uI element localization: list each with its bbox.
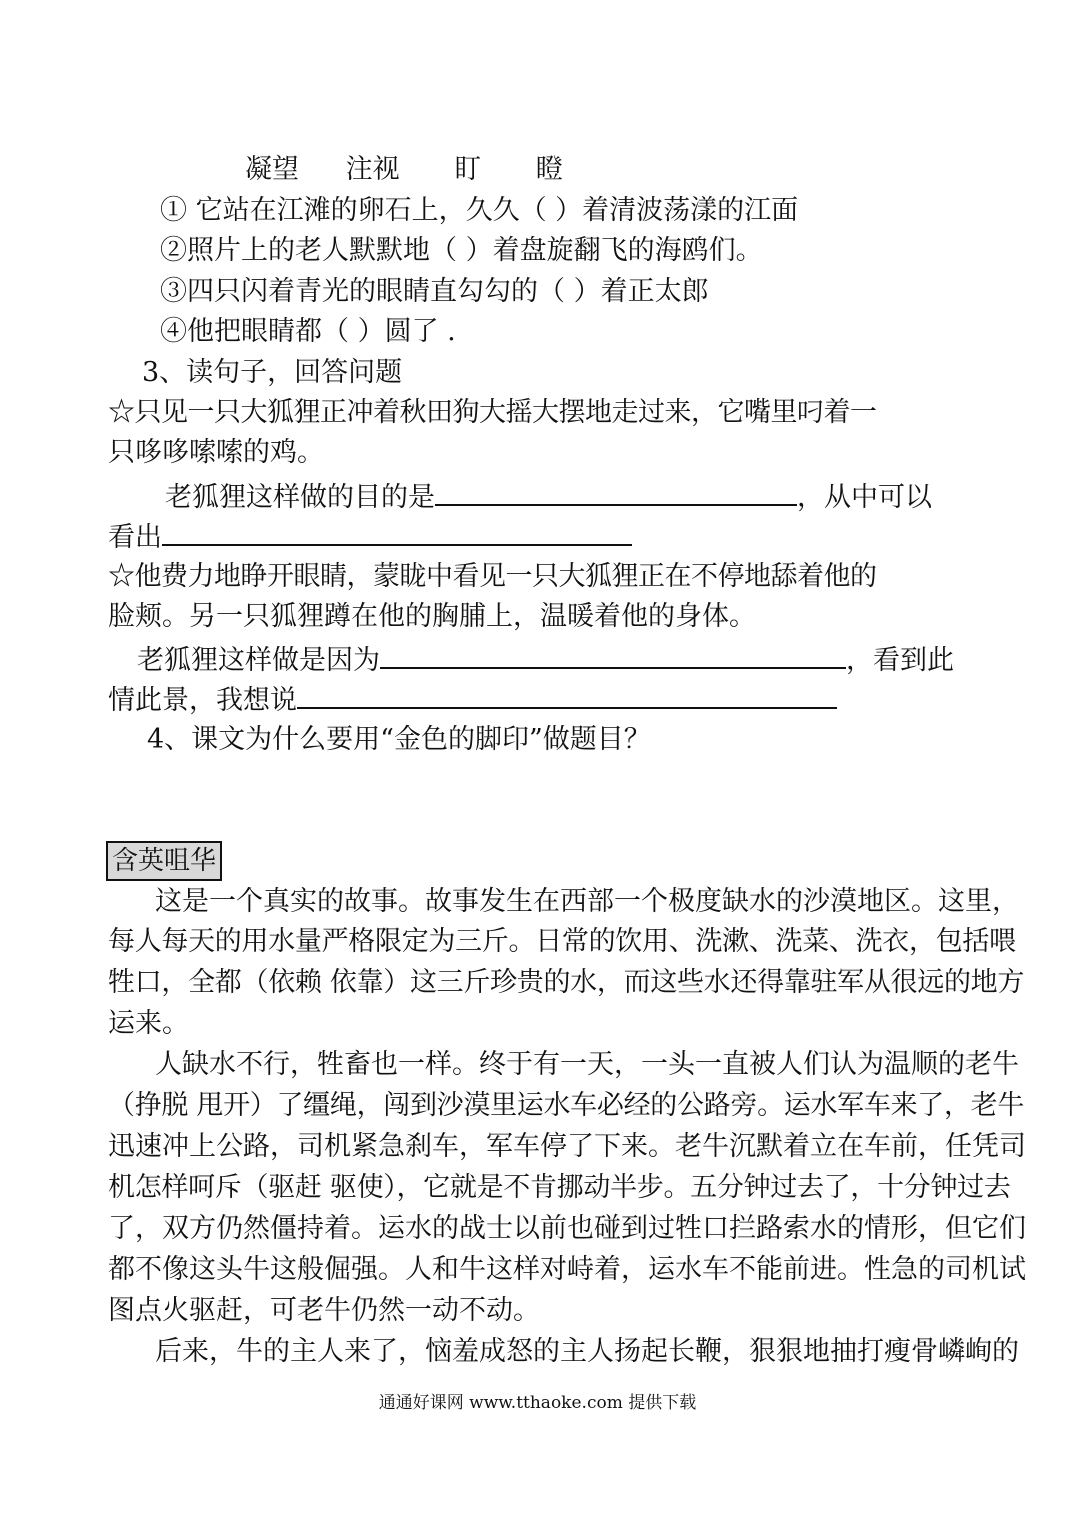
sentence-2-line-1: ☆他费力地睁开眼睛，蒙眬中看见一只大狐狸正在不停地舔着他的: [108, 561, 877, 592]
sentence-2-line-2: 脸颊。另一只狐狸蹲在他的胸脯上，温暖着他的身体。: [108, 601, 756, 632]
answer-2-suffix: ，看到此: [846, 645, 954, 676]
question-4: 4、课文为什么要用“金色的脚印”做题目？: [147, 724, 651, 755]
sentence-1-line-2: 只哆哆嗦嗦的鸡。: [108, 437, 324, 468]
story-line-6: （挣脱 甩开）了缰绳，闯到沙漠里运水车必经的公路旁。运水军车来了，老牛: [108, 1090, 1025, 1121]
story-line-11: 图点火驱赶，可老牛仍然一动不动。: [108, 1295, 540, 1326]
word-bank: [245, 150, 563, 190]
answer-2-prompt: 老狐狸这样做是因为: [137, 645, 380, 676]
story-line-5: 人缺水不行，牲畜也一样。终于有一天，一头一直被人们认为温顺的老牛: [155, 1049, 1019, 1080]
answer-2b-prompt: 情此景，我想说: [108, 685, 297, 716]
answer-1-blank[interactable]: [435, 476, 797, 506]
story-line-3: 牲口，全都（依赖 依靠）这三斤珍贵的水，而这些水还得靠驻军从很远的地方: [108, 967, 1025, 998]
fill-item-4: ④他把眼睛都（ ）圆了 .: [160, 316, 456, 347]
fill-item-3: ③四只闪着青光的眼睛直勾勾的（ ）着正太郎: [160, 276, 709, 307]
answer-1-line-2: [108, 516, 632, 556]
answer-1b-prompt: 看出: [108, 522, 162, 553]
section-title: 含英咀华: [106, 841, 222, 881]
answer-1-line-1: [165, 476, 932, 516]
answer-2-blank[interactable]: [380, 639, 846, 669]
word-1: 凝望: [245, 154, 299, 185]
story-line-9: 了，双方仍然僵持着。运水的战士以前也碰到过牲口拦路索水的情形，但它们: [108, 1213, 1026, 1244]
answer-1b-blank[interactable]: [162, 516, 632, 546]
story-line-4: 运来。: [108, 1008, 189, 1039]
word-2: 注视: [345, 154, 400, 185]
answer-1-suffix: ，从中可以: [797, 482, 932, 513]
fill-item-1: ① 它站在江滩的卵石上，久久（ ）着清波荡漾的江面: [160, 195, 799, 226]
answer-2-line-2: [108, 679, 837, 719]
page-footer: 通通好课网 www.tthaoke.com 提供下载: [378, 1393, 697, 1413]
word-3: 盯: [454, 154, 482, 185]
story-line-7: 迅速冲上公路，司机紧急刹车，军车停了下来。老牛沉默着立在车前，任凭司: [108, 1131, 1026, 1162]
story-line-8: 机怎样呵斥（驱赶 驱使），它就是不肯挪动半步。五分钟过去了，十分钟过去: [108, 1172, 1011, 1203]
word-4: 瞪: [535, 154, 563, 185]
story-line-12: 后来，牛的主人来了，恼羞成怒的主人扬起长鞭，狠狠地抽打瘦骨嶙峋的: [155, 1336, 1019, 1367]
story-line-2: 每人每天的用水量严格限定为三斤。日常的饮用、洗漱、洗菜、洗衣，包括喂: [108, 926, 1016, 957]
fill-item-2: ②照片上的老人默默地（ ）着盘旋翻飞的海鸥们。: [160, 235, 763, 266]
story-line-1: 这是一个真实的故事。故事发生在西部一个极度缺水的沙漠地区。这里，: [155, 886, 1019, 917]
answer-2-line-1: [137, 639, 954, 679]
answer-1-prompt: 老狐狸这样做的目的是: [165, 482, 435, 513]
question-3-heading: 3、读句子，回答问题: [142, 357, 403, 388]
story-line-10: 都不像这头牛这般倔强。人和牛这样对峙着，运水车不能前进。性急的司机试: [108, 1254, 1026, 1285]
sentence-1-line-1: ☆只见一只大狐狸正冲着秋田狗大摇大摆地走过来，它嘴里叼着一: [108, 397, 877, 428]
answer-2b-blank[interactable]: [297, 679, 837, 709]
